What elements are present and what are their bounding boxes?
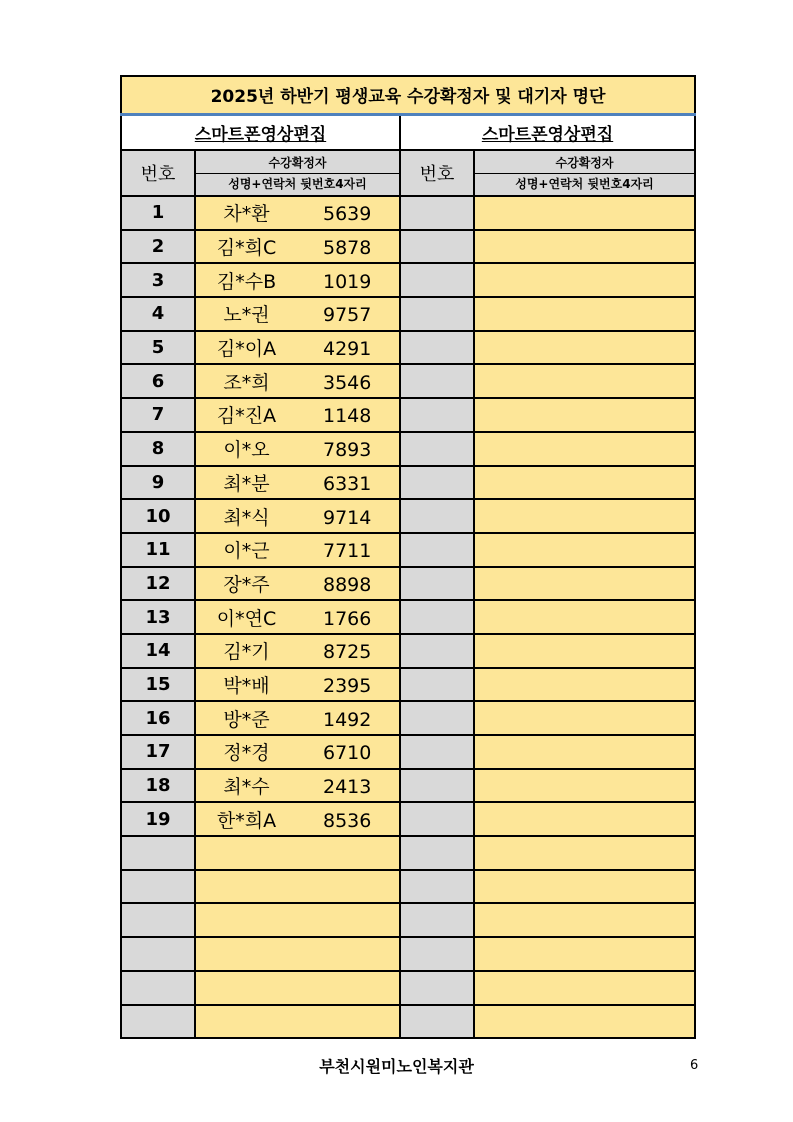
confirmed-entry-left <box>195 533 400 567</box>
table-row <box>121 634 695 668</box>
info-header-left-sub: 성명+연락처 뒷번호4자리 <box>196 173 399 194</box>
table-row <box>121 567 695 601</box>
title-row <box>121 76 695 114</box>
entry-name: 노*권 <box>223 304 270 327</box>
row-number-right <box>400 567 474 601</box>
confirmed-entry-left <box>195 836 400 870</box>
confirmed-entry-right <box>474 533 695 567</box>
entry-phone-last4: 9757 <box>323 304 372 327</box>
confirmed-entry-right <box>474 364 695 398</box>
confirmed-entry-left <box>195 230 400 264</box>
confirmed-entry-left <box>195 331 400 365</box>
confirmed-entry-left <box>195 903 400 937</box>
confirmed-entry-left <box>195 870 400 904</box>
row-number-right <box>400 196 474 230</box>
info-header-left <box>195 150 400 196</box>
entry-name: 한*희A <box>216 809 277 832</box>
table-row <box>121 364 695 398</box>
entry-phone-last4: 6710 <box>323 742 372 765</box>
entry-phone-last4: 8536 <box>323 809 372 832</box>
row-number-left: 7 <box>121 398 195 432</box>
page-number: 6 <box>690 1058 699 1073</box>
confirmed-entry-left <box>195 196 400 230</box>
entry-phone-last4: 1766 <box>323 607 372 630</box>
confirmed-entry-left <box>195 769 400 803</box>
confirmed-entry-left <box>195 466 400 500</box>
confirmed-entry-right <box>474 1005 695 1039</box>
table-row <box>121 836 695 870</box>
confirmed-entry-left <box>195 432 400 466</box>
confirmed-entry-left <box>195 701 400 735</box>
row-number-right <box>400 331 474 365</box>
course-title-right: 스마트폰영상편집 <box>400 114 695 150</box>
confirmed-entry-left <box>195 971 400 1005</box>
confirmed-entry-left <box>195 634 400 668</box>
confirmed-entry-right <box>474 937 695 971</box>
confirmed-entry-right <box>474 735 695 769</box>
entry-phone-last4: 1019 <box>323 270 372 293</box>
row-number-right <box>400 364 474 398</box>
table-row <box>121 466 695 500</box>
entry-phone-last4: 6331 <box>323 472 372 495</box>
row-number-left <box>121 836 195 870</box>
confirmed-entry-right <box>474 466 695 500</box>
row-number-right <box>400 499 474 533</box>
course-title-left: 스마트폰영상편집 <box>121 114 400 150</box>
entry-name: 조*희 <box>223 371 270 394</box>
row-number-left: 1 <box>121 196 195 230</box>
confirmed-entry-right <box>474 870 695 904</box>
entry-name: 최*식 <box>223 506 270 529</box>
entry-name: 이*연C <box>216 607 277 630</box>
row-number-left <box>121 903 195 937</box>
row-number-right <box>400 802 474 836</box>
entry-name: 최*수 <box>223 776 270 799</box>
footer-organization: 부천시원미노인복지관 <box>319 1057 474 1076</box>
document-title: 2025년 하반기 평생교육 수강확정자 및 대기자 명단 <box>121 76 695 114</box>
table-row <box>121 802 695 836</box>
row-number-right <box>400 230 474 264</box>
roster-table <box>120 75 696 1039</box>
entry-name: 김*기 <box>223 641 270 664</box>
table-row <box>121 1005 695 1039</box>
confirmed-entry-right <box>474 668 695 702</box>
table-row <box>121 499 695 533</box>
table-row <box>121 769 695 803</box>
row-number-left <box>121 870 195 904</box>
entry-phone-last4: 1148 <box>323 405 372 428</box>
row-number-left: 4 <box>121 297 195 331</box>
entry-phone-last4: 5878 <box>323 237 372 260</box>
row-number-left: 10 <box>121 499 195 533</box>
confirmed-entry-right <box>474 802 695 836</box>
entry-name: 김*희C <box>216 237 277 260</box>
confirmed-entry-right <box>474 634 695 668</box>
table-row <box>121 263 695 297</box>
entry-name: 김*이A <box>216 338 277 361</box>
confirmed-entry-right <box>474 297 695 331</box>
row-number-right <box>400 533 474 567</box>
table-row <box>121 668 695 702</box>
table-row <box>121 701 695 735</box>
entry-name: 이*근 <box>223 540 270 563</box>
row-number-right <box>400 600 474 634</box>
row-number-right <box>400 971 474 1005</box>
confirmed-entry-right <box>474 600 695 634</box>
row-number-left: 14 <box>121 634 195 668</box>
row-number-right <box>400 466 474 500</box>
confirmed-entry-right <box>474 331 695 365</box>
table-row <box>121 196 695 230</box>
info-header-right-sub: 성명+연락처 뒷번호4자리 <box>475 173 694 194</box>
row-number-left: 16 <box>121 701 195 735</box>
entry-phone-last4: 7711 <box>323 540 372 563</box>
row-number-left: 8 <box>121 432 195 466</box>
row-number-right <box>400 634 474 668</box>
entry-phone-last4: 5639 <box>323 203 372 226</box>
row-number-left: 9 <box>121 466 195 500</box>
row-number-right <box>400 903 474 937</box>
confirmed-entry-left <box>195 937 400 971</box>
row-number-left: 17 <box>121 735 195 769</box>
confirmed-entry-left <box>195 567 400 601</box>
entry-name: 차*환 <box>223 203 270 226</box>
course-row <box>121 114 695 150</box>
entry-phone-last4: 8898 <box>323 573 372 596</box>
table-row <box>121 971 695 1005</box>
confirmed-entry-left <box>195 499 400 533</box>
row-number-right <box>400 1005 474 1039</box>
entry-name: 김*수B <box>216 270 277 293</box>
confirmed-entry-right <box>474 769 695 803</box>
confirmed-entry-right <box>474 230 695 264</box>
entry-name: 최*분 <box>223 472 270 495</box>
entry-phone-last4: 9714 <box>323 506 372 529</box>
row-number-left: 15 <box>121 668 195 702</box>
table-row <box>121 735 695 769</box>
confirmed-entry-left <box>195 802 400 836</box>
info-header-right <box>474 150 695 196</box>
confirmed-entry-right <box>474 567 695 601</box>
table-row <box>121 398 695 432</box>
confirmed-entry-left <box>195 1005 400 1039</box>
column-header-row <box>121 150 695 196</box>
row-number-left: 12 <box>121 567 195 601</box>
table-row <box>121 600 695 634</box>
row-number-left: 5 <box>121 331 195 365</box>
table-row <box>121 870 695 904</box>
row-number-right <box>400 398 474 432</box>
confirmed-entry-right <box>474 398 695 432</box>
row-number-right <box>400 769 474 803</box>
row-number-left: 3 <box>121 263 195 297</box>
table-row <box>121 533 695 567</box>
entry-phone-last4: 1492 <box>323 708 372 731</box>
entry-name: 장*주 <box>223 573 270 596</box>
info-header-right-top: 수강확정자 <box>555 155 614 170</box>
entry-phone-last4: 8725 <box>323 641 372 664</box>
confirmed-entry-left <box>195 263 400 297</box>
confirmed-entry-right <box>474 263 695 297</box>
table-row <box>121 331 695 365</box>
confirmed-entry-right <box>474 432 695 466</box>
confirmed-entry-left <box>195 398 400 432</box>
table-row <box>121 230 695 264</box>
entry-phone-last4: 7893 <box>323 439 372 462</box>
row-number-right <box>400 870 474 904</box>
table-row <box>121 937 695 971</box>
row-number-right <box>400 937 474 971</box>
row-number-left <box>121 971 195 1005</box>
entry-phone-last4: 3546 <box>323 371 372 394</box>
row-number-left: 13 <box>121 600 195 634</box>
confirmed-entry-right <box>474 701 695 735</box>
confirmed-entry-right <box>474 196 695 230</box>
row-number-right <box>400 263 474 297</box>
row-number-left: 2 <box>121 230 195 264</box>
row-number-right <box>400 432 474 466</box>
table-row <box>121 903 695 937</box>
confirmed-entry-left <box>195 668 400 702</box>
row-number-left: 18 <box>121 769 195 803</box>
entry-phone-last4: 4291 <box>323 338 372 361</box>
row-number-left: 19 <box>121 802 195 836</box>
confirmed-entry-left <box>195 735 400 769</box>
row-number-left <box>121 937 195 971</box>
entry-phone-last4: 2395 <box>323 674 372 697</box>
confirmed-entry-left <box>195 364 400 398</box>
row-number-right <box>400 701 474 735</box>
row-number-right <box>400 297 474 331</box>
confirmed-entry-right <box>474 499 695 533</box>
confirmed-entry-right <box>474 903 695 937</box>
entry-phone-last4: 2413 <box>323 776 372 799</box>
row-number-left <box>121 1005 195 1039</box>
table-row <box>121 297 695 331</box>
entry-name: 이*오 <box>223 439 270 462</box>
entry-name: 방*준 <box>223 708 270 731</box>
row-number-right <box>400 836 474 870</box>
entry-name: 김*진A <box>216 405 277 428</box>
num-header-right: 번호 <box>400 150 474 196</box>
info-header-left-top: 수강확정자 <box>268 155 327 170</box>
num-header-left: 번호 <box>121 150 195 196</box>
row-number-left: 6 <box>121 364 195 398</box>
confirmed-entry-right <box>474 971 695 1005</box>
entry-name: 정*경 <box>223 742 270 765</box>
row-number-left: 11 <box>121 533 195 567</box>
table-row <box>121 432 695 466</box>
confirmed-entry-right <box>474 836 695 870</box>
confirmed-entry-left <box>195 600 400 634</box>
confirmed-entry-left <box>195 297 400 331</box>
row-number-right <box>400 668 474 702</box>
entry-name: 박*배 <box>223 674 270 697</box>
row-number-right <box>400 735 474 769</box>
